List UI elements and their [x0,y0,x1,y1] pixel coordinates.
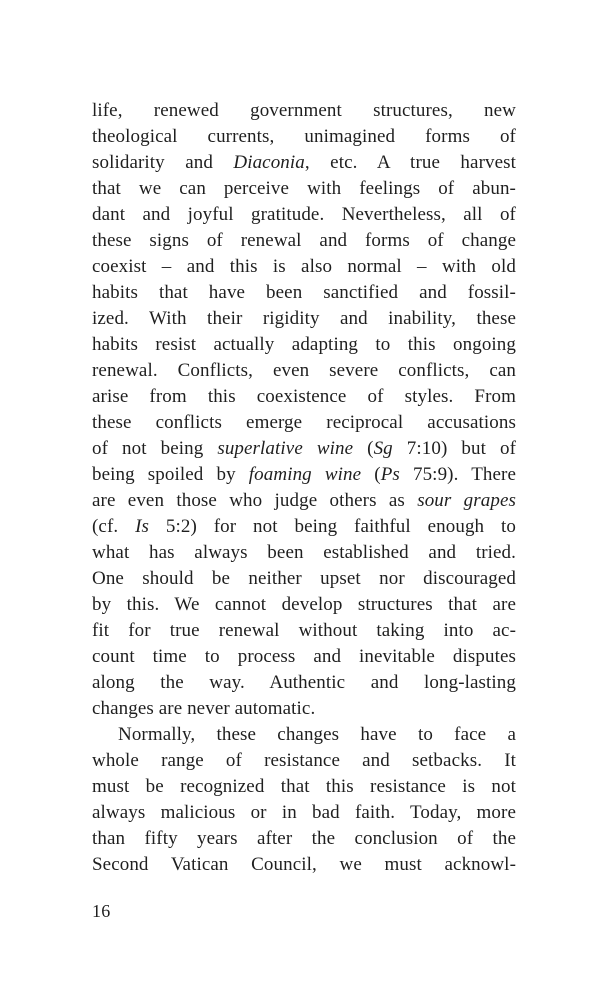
text-segment: coexist – and this is also normal – with old [92,256,516,277]
text-line [92,176,516,202]
text-line [92,462,516,488]
text-segment: than fifty years after the conclusion of the [92,828,516,849]
text-line [92,800,516,826]
text-line [92,592,516,618]
text-segment: arise from this coexistence of styles. From [92,386,516,407]
text-line [92,98,516,124]
text-line [92,722,516,748]
italic-text: foaming wine [248,464,362,485]
italic-text: sour grapes [417,490,516,511]
text-line [92,566,516,592]
text-line [92,384,516,410]
text-line [92,306,516,332]
text-line [92,774,516,800]
text-segment: what has always been established and tried. [92,542,516,563]
text-line [92,254,516,280]
text-segment: renewal. Conflicts, even severe conflicts, can [92,360,516,381]
text-segment: are even those who judge others as [92,490,418,511]
text-line [92,228,516,254]
text-line [92,514,516,540]
italic-text: Ps [380,464,400,485]
text-line [92,644,516,670]
text-segment: these conflicts emerge reciprocal accusations [92,412,516,433]
text-segment: along the way. Authentic and long-lasting [92,672,516,693]
italic-text: superlative wine [217,438,354,459]
text-segment: 5:2) for not being faithful enough to [149,516,516,537]
text-segment: changes are never automatic. [92,698,316,719]
page-number: 16 [92,901,111,921]
text-line [92,618,516,644]
text-segment: 7:10) but of [392,438,516,459]
text-segment: by this. We cannot develop structures that are [92,594,516,615]
text-segment: must be recognized that this resistance is not [92,776,516,797]
text-segment: whole range of resistance and setbacks. It [92,750,516,771]
text-segment: life, renewed government structures, new [92,100,516,121]
text-line [92,358,516,384]
text-segment: One should be neither upset nor discouraged [92,568,516,589]
text-segment: always malicious or in bad faith. Today, more [92,802,516,823]
text-segment: (cf. [92,516,136,537]
text-segment: ( [361,464,381,485]
text-segment: count time to process and inevitable disputes [92,646,516,667]
text-segment: being spoiled by [92,464,249,485]
text-segment: theological currents, unimagined forms of [92,126,516,147]
text-line [92,124,516,150]
text-segment: fit for true renewal without taking into ac- [92,620,516,641]
text-segment: solidarity and [92,152,234,173]
text-line [92,410,516,436]
text-line [92,280,516,306]
italic-text: Is [135,516,150,537]
text-segment: dant and joyful gratitude. Nevertheless, all of [92,204,516,225]
text-line [92,826,516,852]
page-text [92,98,516,878]
text-line [92,670,516,696]
text-segment: Second Vatican Council, we must acknowl- [92,854,516,875]
text-line [92,150,516,176]
text-line [92,748,516,774]
text-segment: Normally, these changes have to face a [118,724,516,745]
text-line [92,202,516,228]
text-segment: ( [353,438,374,459]
text-segment: habits that have been sanctified and fossil- [92,282,516,303]
italic-text: Sg [373,438,393,459]
text-line [92,696,516,722]
italic-text: Diaconia [233,152,305,173]
text-line [92,488,516,514]
text-line [92,852,516,878]
text-segment: that we can perceive with feelings of abun- [92,178,516,199]
text-segment: habits resist actually adapting to this ongoing [92,334,516,355]
text-line [92,332,516,358]
text-segment: of not being [92,438,218,459]
text-segment: 75:9). There [399,464,516,485]
text-segment: these signs of renewal and forms of change [92,230,516,251]
text-segment: ized. With their rigidity and inability, these [92,308,516,329]
text-line [92,540,516,566]
text-line [92,436,516,462]
text-segment: , etc. A true harvest [304,152,516,173]
